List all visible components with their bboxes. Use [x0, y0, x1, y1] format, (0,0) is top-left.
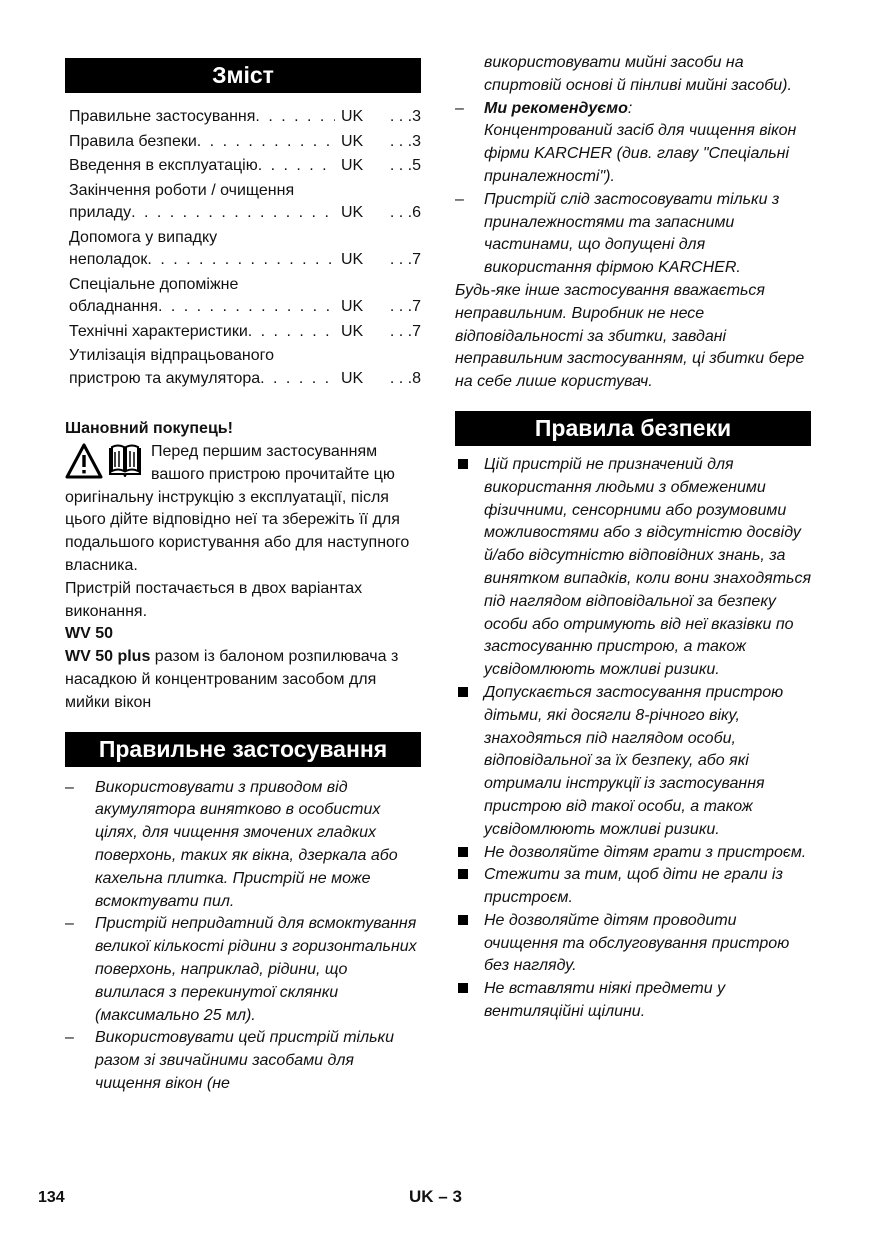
- toc-page-prefix: . . .: [389, 251, 413, 268]
- list-item: [65, 913, 421, 1027]
- list-item-text: Пристрій слід застосовувати тільки з приналежностями та запасними частинами, що допущені для використання фірмою KARCHER.: [484, 190, 780, 277]
- toc-entry-lang: UK: [341, 132, 364, 150]
- toc-page-prefix: . . .: [389, 204, 413, 221]
- greeting: Шановний покупець!: [65, 420, 233, 437]
- list-item-continuation: [455, 52, 811, 98]
- recommend-text: Концентрований засіб для чищення вікон фірми KARCHER (див. главу "Спеціальні приналежності").: [484, 122, 797, 185]
- list-item-text: Допускається застосування пристрою дітьми, які досягли 8-річного віку, знаходяться під наглядом особи, відповідальної за їх безпеку, або які отримали інструкції із застосування пристрою від такої особи, а також усвідомлюють можливі ризики.: [484, 683, 784, 838]
- toc-entry-lang: UK: [341, 298, 364, 315]
- list-item-text: Стежити за тим, щоб діти не грали із пристроєм.: [484, 866, 783, 907]
- toc-leader-dots: [147, 249, 335, 272]
- table-of-contents: [65, 106, 421, 390]
- toc-entry[interactable]: [69, 106, 421, 129]
- list-item: [65, 777, 421, 914]
- toc-leader-dots: [131, 202, 335, 225]
- dash-marker: –: [65, 778, 74, 796]
- toc-entry-page: [379, 321, 421, 344]
- toc-entry-row: [69, 131, 421, 154]
- square-bullet-icon: [458, 869, 468, 879]
- toc-entry-title: неполадок: [69, 251, 148, 268]
- toc-leader-dots: [158, 296, 335, 319]
- square-bullet-icon: [458, 983, 468, 993]
- toc-page-number: 6: [412, 204, 421, 221]
- toc-entry-lang: UK: [341, 157, 364, 174]
- square-bullet-icon: [458, 915, 468, 925]
- toc-entry-title: Технічні характеристики: [69, 322, 248, 340]
- toc-entry-row: [69, 296, 421, 319]
- right-column: [455, 52, 811, 1024]
- toc-entry-page: [379, 296, 421, 319]
- safety-heading: Правила безпеки: [455, 411, 811, 446]
- toc-entry-title-line: Спеціальне допоміжне: [69, 275, 239, 293]
- warning-text: Перед першим застосуванням вашого пристрою прочитайте цю оригінальну інструкцію з експлуатації, після цього дійте відповідно неї та збережіть її для подальшого користування або для наступного власника.: [65, 443, 410, 574]
- toc-page-prefix: . . .: [389, 157, 413, 174]
- toc-leader-dots: [260, 368, 335, 391]
- toc-entry-page: [379, 106, 421, 129]
- dash-marker: –: [455, 99, 464, 117]
- toc-entry-lang: UK: [341, 322, 364, 340]
- list-item-text: Пристрій непридатний для всмоктування великої кількості рідини з горизонтальних поверхонь, наприклад, рідини, що вилилася з перекинутої склянки (максимально 25 мл).: [95, 915, 417, 1024]
- toc-entry-row: [69, 249, 421, 272]
- list-item: [455, 864, 811, 910]
- toc-entry-page: [379, 155, 421, 178]
- variant-2: [65, 646, 421, 714]
- toc-entry-page: [379, 131, 421, 154]
- toc-leader-dots: [258, 155, 335, 178]
- toc-entry-lang: UK: [341, 251, 364, 268]
- toc-leader-dots: [248, 321, 335, 344]
- toc-entry-title: пристрою та акумулятора: [69, 369, 261, 387]
- safety-list: [455, 454, 811, 1024]
- list-item: [455, 842, 811, 865]
- toc-entry[interactable]: [69, 274, 421, 319]
- toc-page-number: 3: [412, 108, 421, 125]
- toc-entry-page: [379, 249, 421, 272]
- toc-page-number: 8: [412, 369, 421, 387]
- list-item: [455, 910, 811, 978]
- toc-page-number: 7: [412, 251, 421, 268]
- toc-page-prefix: . . .: [389, 369, 413, 387]
- toc-entry-page: [379, 202, 421, 225]
- square-bullet-icon: [458, 847, 468, 857]
- square-bullet-icon: [458, 687, 468, 697]
- toc-page-number: 5: [412, 157, 421, 174]
- dash-marker: –: [65, 1029, 74, 1047]
- toc-page-number: 7: [412, 322, 421, 340]
- toc-entry-title: Правильне застосування: [69, 108, 256, 125]
- list-item: [455, 978, 811, 1024]
- variants-text: Пристрій постачається в двох варіантах виконання.: [65, 579, 363, 620]
- toc-entry-title: обладнання: [69, 298, 158, 315]
- toc-entry-title-line: Утилізація відпрацьованого: [69, 347, 274, 364]
- list-item: [455, 189, 811, 280]
- list-item-text: Використовувати з приводом від акумулятора винятково в особистих цілях, для чищення змочених гладких поверхонь, таких як вікна, дзеркала або кахельна плитка. Пристрій не може всмоктувати пил.: [95, 778, 398, 910]
- recommend-colon: :: [627, 99, 633, 117]
- toc-entry[interactable]: [69, 180, 421, 225]
- toc-entry-lang: UK: [341, 204, 364, 221]
- manual-book-icon: [107, 443, 143, 477]
- toc-entry-row: [69, 155, 421, 178]
- toc-leader-dots: [197, 131, 335, 154]
- recommend-label: Ми рекомендуємо: [484, 99, 628, 117]
- list-item: [455, 98, 811, 189]
- list-item-text: Використовувати цей пристрій тільки разом зі звичайними засобами для чищення вікон (не: [95, 1029, 394, 1092]
- list-item: [455, 454, 811, 682]
- toc-entry[interactable]: [69, 345, 421, 390]
- list-item-text: Цій пристрій не призначений для використання людьми з обмеженими фізичними, сенсорними або розумовими можливостями або з відсутністю досвіду й/або відсутністю відповідних знань, за винятком випадків, коли вони знаходяться під наглядом відповідальної за безпеку особи або отримують від неї вказівки по застосуванню пристрою, а також усвідомлюють можливі ризики.: [484, 455, 811, 679]
- variant-2-desc: разом із балоном розпилювача з насадкою й концентрованим засобом для мийки вікон: [65, 648, 399, 711]
- list-item: [65, 1027, 421, 1095]
- toc-entry-lang: UK: [341, 108, 364, 125]
- list-item: [455, 682, 811, 842]
- toc-page-number: 3: [412, 132, 421, 150]
- toc-entry-row: [69, 368, 421, 391]
- toc-page-prefix: . . .: [389, 322, 413, 340]
- toc-page-prefix: . . .: [389, 298, 413, 315]
- toc-page-number: 7: [412, 298, 421, 315]
- other-use-paragraph: Будь-яке інше застосування вважається неправильним. Виробник не несе відповідальності за збитки, завдані неправильним застосуванням, ці збитки бере на себе лише користувач.: [455, 281, 805, 391]
- proper-use-list: [65, 777, 421, 1096]
- left-column: [65, 58, 421, 1096]
- section-reference: UK – 3: [409, 1187, 462, 1206]
- warning-triangle-icon: [65, 443, 103, 479]
- toc-entry-row: [69, 106, 421, 129]
- toc-entry-title-line: Допомога у випадку: [69, 228, 218, 246]
- list-item-text: Не вставляти ніякі предмети у вентиляційні щілини.: [484, 980, 726, 1021]
- toc-entry-title: Правила безпеки: [69, 132, 197, 150]
- toc-entry[interactable]: [69, 131, 421, 154]
- page-number: 134: [38, 1189, 65, 1206]
- toc-entry-row: [69, 202, 421, 225]
- dash-marker: –: [455, 190, 464, 208]
- toc-entry[interactable]: [69, 321, 421, 344]
- dash-marker: –: [65, 915, 74, 933]
- toc-entry-page: [379, 368, 421, 391]
- proper-use-list-continued: [455, 52, 811, 280]
- toc-entry[interactable]: [69, 155, 421, 178]
- toc-entry-lang: UK: [341, 369, 364, 387]
- list-item-text: Не дозволяйте дітям проводити очищення та обслуговування пристрою без нагляду.: [484, 911, 790, 975]
- toc-entry-title-line: Закінчення роботи / очищення: [69, 181, 295, 199]
- toc-entry[interactable]: [69, 227, 421, 272]
- variant-2-name: WV 50 plus: [65, 648, 151, 666]
- toc-entry-title: Введення в експлуатацію: [69, 157, 258, 174]
- toc-page-prefix: . . .: [389, 132, 413, 150]
- toc-page-prefix: . . .: [389, 108, 413, 125]
- list-item-text: Не дозволяйте дітям грати з пристроєм.: [484, 843, 807, 861]
- warning-block: [65, 441, 421, 578]
- toc-leader-dots: [255, 106, 335, 129]
- toc-heading: Зміст: [65, 58, 421, 93]
- toc-entry-row: [69, 321, 421, 344]
- warning-icons: [65, 443, 145, 483]
- list-item-text: використовувати мийні засоби на спиртовій основі й пінливі мийні засоби).: [484, 54, 792, 94]
- toc-entry-title: приладу: [69, 204, 132, 221]
- square-bullet-icon: [458, 459, 468, 469]
- proper-use-heading: Правильне застосування: [65, 732, 421, 767]
- variant-1-name: WV 50: [65, 625, 114, 643]
